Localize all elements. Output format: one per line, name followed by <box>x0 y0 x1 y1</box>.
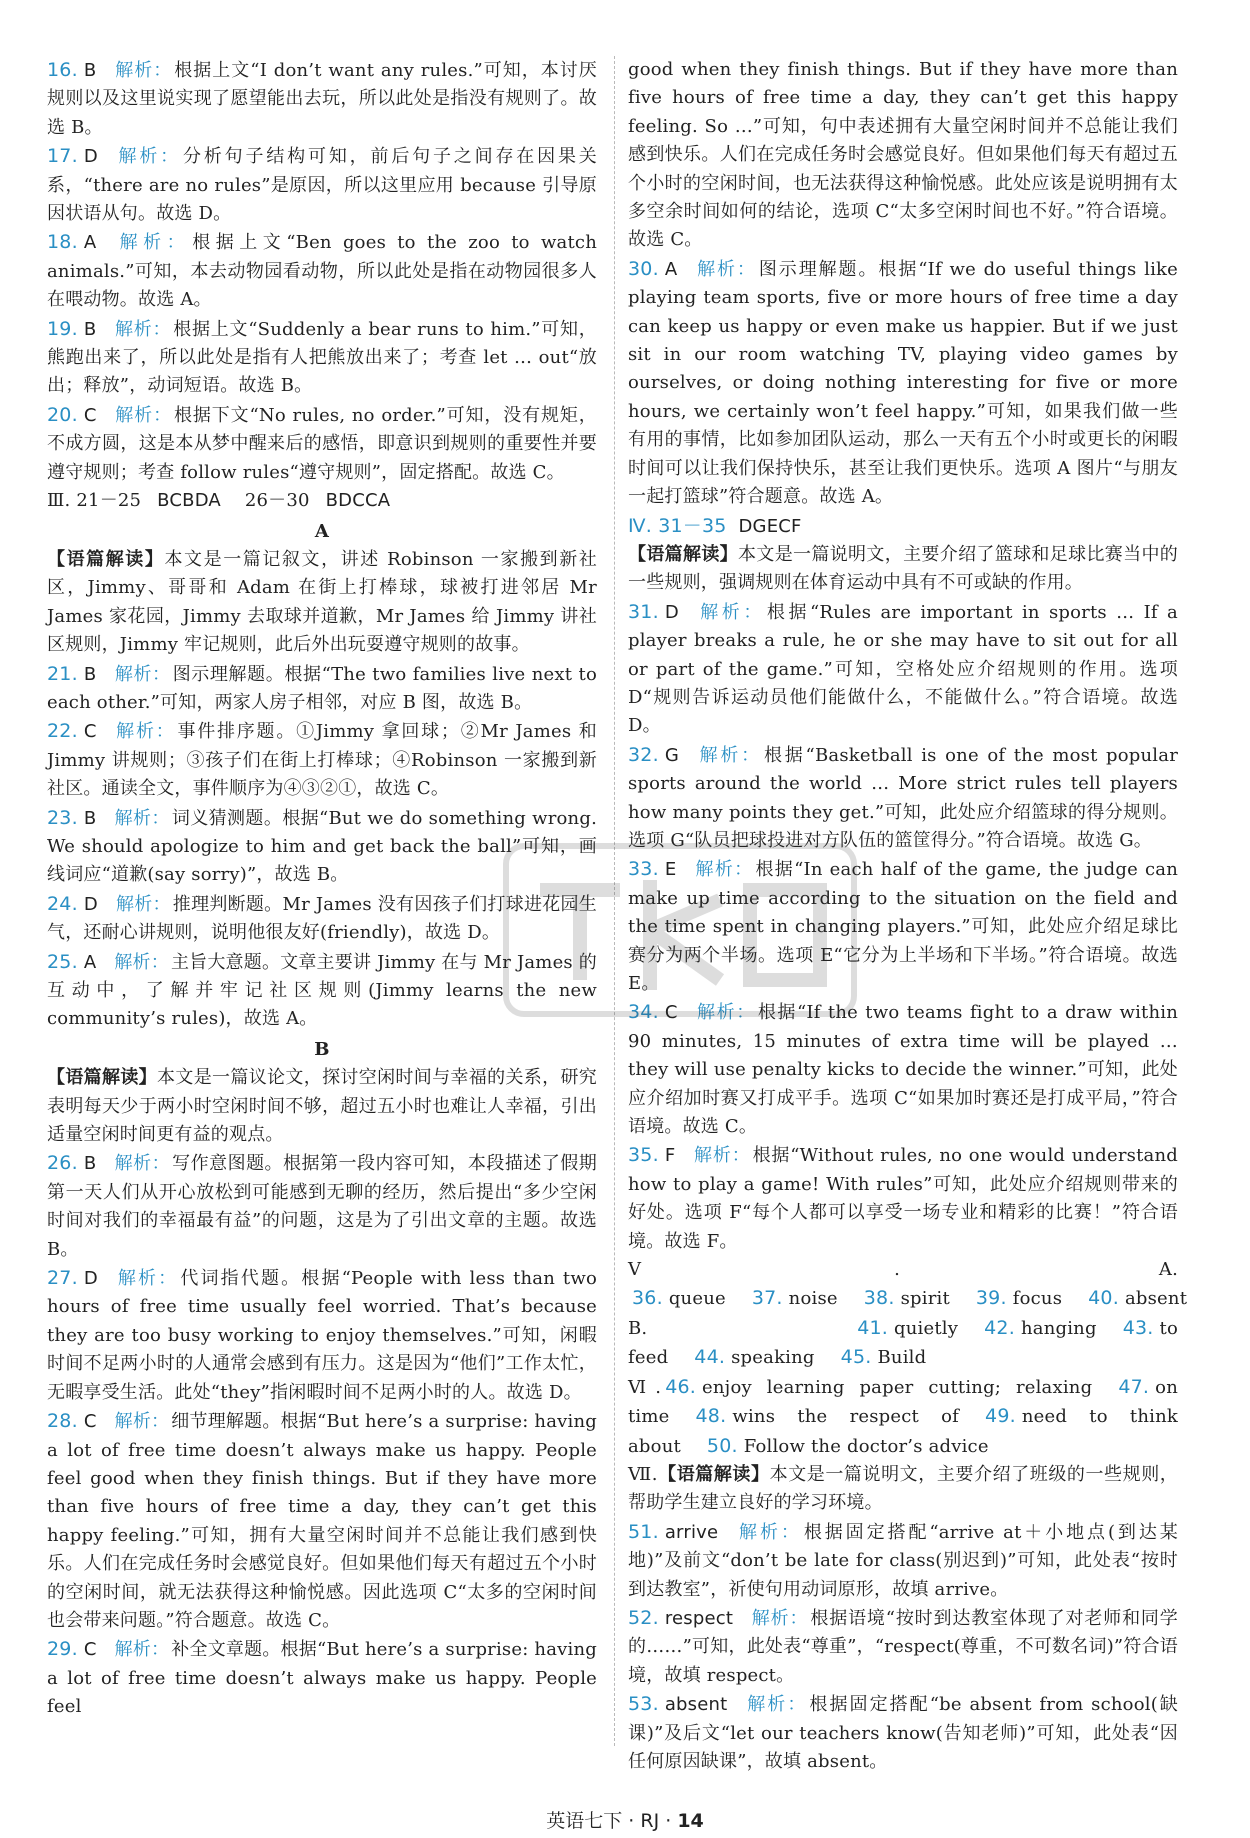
item-answer: D <box>83 893 98 915</box>
footer-separator: · <box>628 1810 635 1832</box>
section-3-answers-2: BDCCA <box>325 490 391 512</box>
item-number: 22. <box>47 720 78 743</box>
analysis-label: 解析： <box>696 744 762 766</box>
section-4-answers <box>628 512 1178 541</box>
item-number: 29. <box>47 1638 78 1661</box>
reading-label: 【语篇解读】 <box>657 1463 770 1485</box>
analysis-text: 根据语境“按时到达教室体现了对老师和同学的……”可知，此处表“尊重”，“respect(尊重，不可数名词)”符合语境，故填 respect。 <box>628 1607 1178 1686</box>
item-number: 48. <box>695 1405 727 1428</box>
answer-item <box>628 998 1178 1141</box>
item-number: 18. <box>47 231 78 254</box>
item-number: 31. <box>628 600 659 623</box>
reading-text: 本文是一篇说明文，主要介绍了班级的一些规则，帮助学生建立良好的学习环境。 <box>628 1463 1178 1514</box>
item-answer: B <box>83 318 97 340</box>
analysis-text: 根据固定搭配“be absent from school(缺课)”及后文“let our teachers know(告知老师)”可知，此处表“因任何原因缺课”，故填 absent。 <box>628 1694 1178 1772</box>
analysis-text: 主旨大意题。文章主要讲 Jimmy 在与 Mr James 的互动中，了解并牢记社区规则(Jimmy learns the new community’s rules)，故选 A。 <box>47 951 597 1030</box>
analysis-text: 事件排序题。①Jimmy 拿回球；②Mr James 和 Jimmy 讲规则；③孩子们在街上打棒球；④Robinson 一家搬到新社区。通读全文，事件顺序为④③②①，故选 C。 <box>47 721 597 800</box>
item-number: 17. <box>47 145 78 168</box>
item-number: 20. <box>47 403 78 426</box>
item-number: 49. <box>985 1405 1016 1428</box>
section-4-reading <box>628 541 1178 598</box>
analysis-label: 解析： <box>745 1694 808 1716</box>
fill-answer: to feed <box>628 1317 1178 1369</box>
right-column <box>628 56 1188 1776</box>
passage-b-reading <box>47 1064 597 1149</box>
fill-answer: spirit <box>900 1288 950 1310</box>
analysis-label: 解析： <box>114 232 191 254</box>
analysis-text: 根据“Basketball is one of the most popular sports around the world … More strict rules tell players how many points they get.”可知，此处应介绍篮球的得分规则。选项 G“队员把球投进对方队伍的篮筐得分。”符合语境。故选 G。 <box>628 744 1178 851</box>
reading-label: 【语篇解读】 <box>628 543 739 565</box>
analysis-label: 解析： <box>115 146 182 168</box>
answer-item <box>47 142 597 228</box>
fill-answer: queue <box>668 1288 726 1310</box>
fill-answer: wins the respect of <box>732 1406 960 1428</box>
analysis-label: 解析： <box>115 1268 179 1290</box>
item-number: 53. <box>628 1693 659 1716</box>
item-number: 39. <box>975 1287 1007 1310</box>
item-29-continued: good when they finish things. But if they have more than five hours of free time a day, they can’t get this happy feeling. So …”可知，句中表述拥有大量空闲时间并不总能让我们感到快乐。人们在完成任务时会感觉良好。但如果他们每天有超过五个小时的空闲时间，也无法获得这种愉悦感。此处应该是说明拥有太多空余时间如何的结论，选项 C“太多空闲时间也不好。”符合语境。故选 C。 <box>628 59 1178 251</box>
analysis-text: 根据上文“Suddenly a bear runs to him.”可知，熊跑出来了，所以此处是指有人把熊放出来了；考查 let … out“放出；释放”，动词短语。故选 B。 <box>47 318 597 397</box>
item-number: 34. <box>628 1001 659 1024</box>
passage-a-heading: A <box>314 520 330 542</box>
item-number: 51. <box>628 1520 659 1543</box>
analysis-text: 写作意图题。根据第一段内容可知，本段描述了假期第一天人们从开心放松到可能感到无聊的经历，然后提出“多少空闲时间对我们的幸福最有益”的问题，这是为了引出文章的主题。故选 B。 <box>47 1153 597 1260</box>
analysis-text: 根据上文“Ben goes to the zoo to watch animals.”可知，本去动物园看动物，所以此处是指在动物园很多人在喂动物。故选 A。 <box>47 232 597 311</box>
item-answer: absent <box>664 1694 728 1716</box>
analysis-text: 根据“Rules are important in sports … If a player breaks a rule, he or she may have to sit out for all or part of the game.”可知，空格处应介绍规则的作用。选项 D“规则告诉运动员他们能做什么，不能做什么。”符合语境。故选 D。 <box>628 601 1178 737</box>
analysis-label: 解析： <box>114 318 172 340</box>
footer-subject: 英语七下 <box>546 1810 623 1832</box>
item-answer: G <box>664 744 679 766</box>
analysis-label: 解析： <box>114 1411 170 1433</box>
analysis-text: 根据固定搭配“arrive at＋小地点(到达某地)”及前文“don’t be late for class(别迟到)”可知，此处表“按时到达教室”，祈使句用动词原形，故填 arrive。 <box>628 1521 1178 1600</box>
analysis-label: 解析： <box>695 1002 756 1024</box>
analysis-label: 解析： <box>751 1607 809 1629</box>
analysis-text: 根据下文“No rules, no order.”可知，没有规矩，不成方圆，这是本从梦中醒来后的感悟，即意识到规则的重要性并要遵守规则；考查 follow rules“遵守规则”，固定搭配。故选 C。 <box>47 404 597 483</box>
analysis-label: 解析： <box>736 1521 802 1543</box>
item-number: 38. <box>863 1287 895 1310</box>
item-number: 30. <box>628 257 659 280</box>
analysis-label: 解析： <box>114 1153 171 1175</box>
item-number: 32. <box>628 743 659 766</box>
analysis-text: 分析句子结构可知，前后句子之间存在因果关系，“there are no rules”是原因，所以这里应用 because 引导原因状语从句。故选 D。 <box>47 146 597 225</box>
item-answer: B <box>83 60 97 81</box>
item-number: 25. <box>47 950 78 973</box>
item-number: 23. <box>47 806 78 829</box>
section-7-label: Ⅶ. <box>628 1463 658 1485</box>
answer-item <box>47 1635 597 1721</box>
item-number: 44. <box>694 1346 726 1369</box>
item-number: 45. <box>840 1346 872 1369</box>
fill-answer: focus <box>1012 1288 1063 1310</box>
footer-edition: RJ <box>640 1810 660 1832</box>
item-answer: B <box>83 1153 97 1175</box>
section-3-range-2: 26－30 <box>244 490 310 512</box>
fill-answer: noise <box>788 1288 838 1310</box>
answer-item <box>47 660 597 718</box>
analysis-label: 解析： <box>115 893 171 915</box>
item-number: 26. <box>47 1152 78 1175</box>
analysis-text: 根据“In each half of the game, the judge can make up time according to the situation on the field and the time spent in changing players.”可知，此处应介绍足球比赛分为两个半场。选项 E“它分为上半场和下半场。”符合语境。故选 E。 <box>628 859 1178 994</box>
section-6-answers <box>628 1373 1178 1461</box>
item-number: 19. <box>47 317 78 340</box>
section-6-label: Ⅵ. <box>628 1376 662 1398</box>
analysis-text: 词义猜测题。根据“But we do something wrong. We should apologize to him and get back the ball”可知，画线词应“道歉(say sorry)”，故选 B。 <box>47 807 597 886</box>
item-number: 52. <box>628 1606 659 1629</box>
analysis-text: 根据“If the two teams fight to a draw within 90 minutes, 15 minutes of extra time will be played … they will use penalty kicks to decide the winner.”可知，此处应介绍加时赛又打成平手。选项 C“如果加时赛还是打成平局，”符合语境。故选 C。 <box>628 1002 1178 1138</box>
fill-answer: Build <box>877 1347 927 1369</box>
item-answer: A <box>83 951 97 973</box>
passage-a-items <box>47 660 597 1034</box>
item-answer: B <box>83 807 97 829</box>
section-5a-label: Ⅴ. A. <box>628 1259 1178 1281</box>
page-number: 14 <box>677 1810 704 1832</box>
item-number: 36. <box>632 1287 663 1310</box>
analysis-label: 解析： <box>695 258 757 280</box>
item-number: 41. <box>857 1316 889 1339</box>
item-number: 27. <box>47 1267 78 1290</box>
item-number: 46. <box>665 1375 697 1398</box>
left-column <box>47 56 597 1722</box>
item-number: 47. <box>1118 1375 1150 1398</box>
analysis-text: 细节理解题。根据“But here’s a surprise: having a lot of free time doesn’t always make us happy. People feel good when they finish things. But if they have more than five hours of free time a day, they can’t get this happy feeling.”可知，拥有大量空闲时间并不总能让我们感到快乐。人们在完成任务时会感觉良好。但如果他们每天有超过五个小时的空闲时间，就无法获得这种愉悦感。因此选项 C“太多的空闲时间也会带来问题。”符合题意。故选 C。 <box>47 1411 597 1631</box>
analysis-label: 解析： <box>696 601 765 623</box>
item-number: 42. <box>984 1316 1015 1339</box>
section-7-items <box>628 1518 1178 1777</box>
reading-text: 本文是一篇说明文，主要介绍了篮球和足球比赛当中的一些规则，强调规则在体育运动中具有不可或缺的作用。 <box>628 543 1178 594</box>
analysis-text: 推理判断题。Mr James 没有因孩子们打球进花园生气，还耐心讲规则，说明他很友好(friendly)，故选 D。 <box>47 893 597 944</box>
reading-text: 本文是一篇议论文，探讨空闲时间与幸福的关系，研究表明每天少于两小时空闲时间不够，超过五小时也难让人幸福，引出适量空闲时间更有益的观点。 <box>47 1067 597 1146</box>
answer-item <box>628 1604 1178 1690</box>
section-4-answer-string: DGECF <box>738 515 802 537</box>
passage-b-items <box>47 1149 597 1721</box>
section-3-answers-1: BCBDA <box>157 490 221 512</box>
item-30 <box>628 255 1178 512</box>
answer-item <box>628 855 1178 998</box>
answer-item <box>628 741 1178 856</box>
item-answer: A <box>83 232 97 254</box>
answer-item <box>628 1518 1178 1604</box>
fill-answer: on time <box>628 1376 1178 1428</box>
analysis-label: 解析： <box>693 1145 751 1167</box>
analysis-text: 根据“Without rules, no one would understand how to play a game! With rules”可知，此处应介绍规则带来的好处。选项 F“每个人都可以享受一场专业和精彩的比赛！”符合语境。故选 F。 <box>628 1145 1178 1252</box>
item-answer: C <box>83 1639 97 1661</box>
fill-answer: Follow the doctor’s advice <box>743 1435 989 1457</box>
item-answer: C <box>83 404 97 426</box>
section-5b-label: B. <box>628 1317 648 1339</box>
section-5a-answers <box>628 1256 1188 1314</box>
section-3-answers <box>47 487 597 515</box>
item-number: 43. <box>1122 1316 1154 1339</box>
analysis-label: 解析： <box>114 1639 170 1661</box>
section-7-reading <box>628 1461 1178 1518</box>
footer-separator: · <box>665 1810 672 1832</box>
section-3-label: Ⅲ. 21－25 <box>47 490 142 512</box>
analysis-text: 图示理解题。根据“If we do useful things like playing team sports, five or more hours of free time a day can keep us happy or even make us happier. But if we just sit in our room watching TV, playing video games by ourselves, or doing nothing interesting for five or more hours, we certainly won’t feel happy.”可知，如果我们做一些有用的事情，比如参加团队运动，那么一天有五个小时或更长的闲暇时间可以让我们保持快乐，甚至让我们更快乐。选项 A 图片“与朋友一起打篮球”符合题意。故选 A。 <box>628 258 1178 508</box>
item-answer: D <box>664 601 679 623</box>
analysis-text: 根据上文“I don’t want any rules.”可知，本讨厌规则以及这里说实现了愿望能出去玩，所以此处是指没有规则了。故选 B。 <box>47 60 597 138</box>
answer-item <box>628 1690 1178 1776</box>
item-number: 35. <box>628 1144 659 1167</box>
item-number: 33. <box>628 858 659 881</box>
item-answer: B <box>83 663 97 685</box>
answer-item <box>47 1407 597 1635</box>
answer-item <box>47 228 597 314</box>
passage-a-reading <box>47 546 597 660</box>
item-number: 40. <box>1088 1287 1119 1310</box>
answer-item <box>628 598 1178 741</box>
analysis-label: 解析： <box>114 721 176 743</box>
answer-item <box>47 1264 597 1407</box>
reading-label: 【语篇解读】 <box>47 548 165 570</box>
answer-item <box>47 948 597 1034</box>
analysis-label: 解析： <box>114 404 172 426</box>
answer-item <box>47 1149 597 1264</box>
analysis-text: 图示理解题。根据“The two families live next to each other.”可知，两家人房子相邻，对应 B 图，故选 B。 <box>47 663 597 713</box>
fill-answer: absent <box>1124 1288 1188 1310</box>
item-number: 50. <box>706 1434 738 1457</box>
item-number: 21. <box>47 662 78 685</box>
item-answer: respect <box>664 1607 734 1629</box>
reading-label: 【语篇解读】 <box>47 1067 158 1089</box>
answer-item <box>47 717 597 803</box>
page-footer <box>0 1806 1250 1833</box>
item-answer: arrive <box>664 1521 719 1543</box>
item-answer: A <box>664 258 678 280</box>
analysis-text: 代词指代题。根据“People with less than two hours of free time usually feel worried. That’s because they are too busy working to enjoy themselves.”可知，闲暇时间不足两小时的人通常会感到有压力。这是因为“他们”工作太忙，无暇享受生活。此处“they”指闲暇时间不足两小时的人。故选 D。 <box>47 1268 597 1403</box>
section-6-line <box>628 1373 1178 1461</box>
analysis-label: 解析： <box>694 859 754 881</box>
item-answer: D <box>83 1268 98 1290</box>
item-answer: F <box>664 1145 676 1167</box>
analysis-text: 补全文章题。根据“But here’s a surprise: having a lot of free time doesn’t always make us happy. People feel <box>47 1639 597 1718</box>
passage-b-heading: B <box>314 1038 330 1060</box>
item-answer: C <box>83 1411 97 1433</box>
answer-item <box>47 315 597 401</box>
item-answer: D <box>83 146 98 168</box>
reading-text: 本文是一篇记叙文，讲述 Robinson 一家搬到新社区，Jimmy、哥哥和 Adam 在街上打棒球，球被打进邻居 Mr James 家花园，Jimmy 去取球并道歉，Mr James 给 Jimmy 讲社区规则，Jimmy 牢记规则，此后外出玩耍遵守规则的故事。 <box>47 548 598 656</box>
answer-item <box>628 1141 1178 1256</box>
item-answer: C <box>83 721 97 743</box>
section-5b-answers <box>628 1314 1178 1373</box>
item-number: 37. <box>751 1287 783 1310</box>
column-divider <box>614 56 616 1746</box>
analysis-label: 解析： <box>114 663 171 685</box>
answer-item <box>47 401 597 487</box>
analysis-label: 解析： <box>114 60 173 81</box>
left-items-16-20 <box>47 56 597 487</box>
section-4-label: Ⅳ. 31－35 <box>628 514 727 537</box>
answer-item <box>47 804 597 890</box>
item-answer: E <box>664 859 677 881</box>
fill-answer: speaking <box>731 1347 815 1369</box>
item-number: 28. <box>47 1410 78 1433</box>
answer-item <box>47 890 597 948</box>
item-number: 24. <box>47 892 78 915</box>
analysis-label: 解析： <box>114 807 170 829</box>
fill-answer: hanging <box>1020 1317 1097 1339</box>
answer-item <box>47 56 597 142</box>
fill-answer: need to think about <box>628 1406 1179 1457</box>
item-number: 16. <box>47 59 78 81</box>
item-answer: C <box>664 1002 678 1024</box>
analysis-label: 解析： <box>114 951 169 973</box>
fill-answer: enjoy learning paper cutting; relaxing <box>702 1376 1093 1398</box>
section-4-items <box>628 598 1178 1256</box>
fill-answer: quietly <box>894 1317 959 1339</box>
